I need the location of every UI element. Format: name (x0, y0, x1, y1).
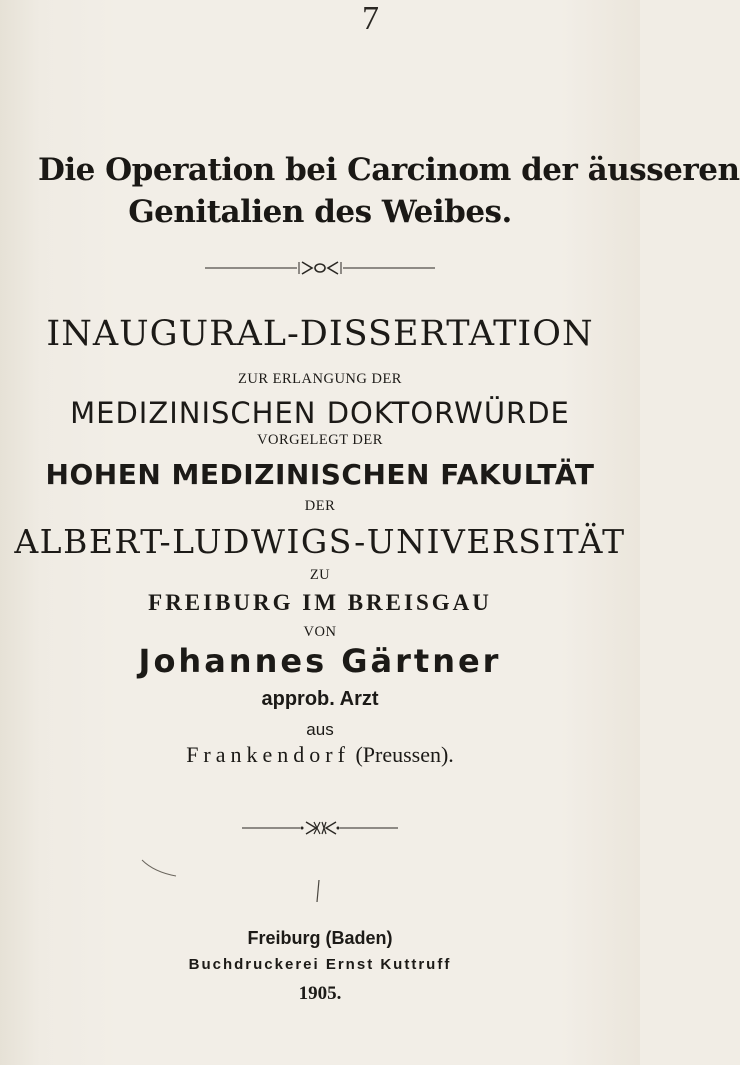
author-title: approb. Arzt (261, 688, 379, 710)
ort-text: FREIBURG IM BREISGAU (148, 590, 492, 615)
herkunft-line (0, 742, 640, 768)
author-name: Johannes Gärtner (138, 642, 502, 680)
aus-text: aus (306, 720, 334, 739)
zu-text: ZU (309, 567, 331, 583)
ornament-divider-top (0, 258, 640, 278)
herkunft-ort: Frankendorf (186, 742, 350, 767)
ornament-rule-icon (242, 818, 398, 838)
fakultaet-text: HOHEN MEDIZINISCHEN FAKULTÄT (45, 458, 595, 491)
vorgelegt-text: VORGELEGT DER (257, 432, 383, 448)
herkunft-land: (Preussen). (355, 742, 454, 767)
title-line-1: Die Operation bei Carcinom der äusseren (38, 152, 740, 188)
publisher-name: Buchdruckerei Ernst Kuttruff (188, 956, 452, 973)
ornament-divider-bottom (0, 818, 640, 838)
title-line-2: Genitalien des Weibes. (128, 194, 512, 230)
der-text: DER (304, 498, 336, 514)
dissertation-heading: INAUGURAL-DISSERTATION (46, 314, 594, 354)
publication-year: 1905. (298, 983, 342, 1004)
zur-erlangung-text: ZUR ERLANGUNG DER (238, 371, 402, 387)
publisher-city: Freiburg (Baden) (247, 928, 393, 948)
pencil-mark-icon (140, 858, 180, 878)
pencil-tick-icon (313, 878, 323, 904)
ornament-rule-icon (205, 258, 435, 278)
doktorwuerde-text: MEDIZINISCHEN DOKTORWÜRDE (70, 396, 570, 430)
von-text: VON (303, 624, 337, 640)
universitaet-text: ALBERT-LUDWIGS-UNIVERSITÄT (14, 522, 626, 561)
page-number: 7 (362, 0, 379, 37)
